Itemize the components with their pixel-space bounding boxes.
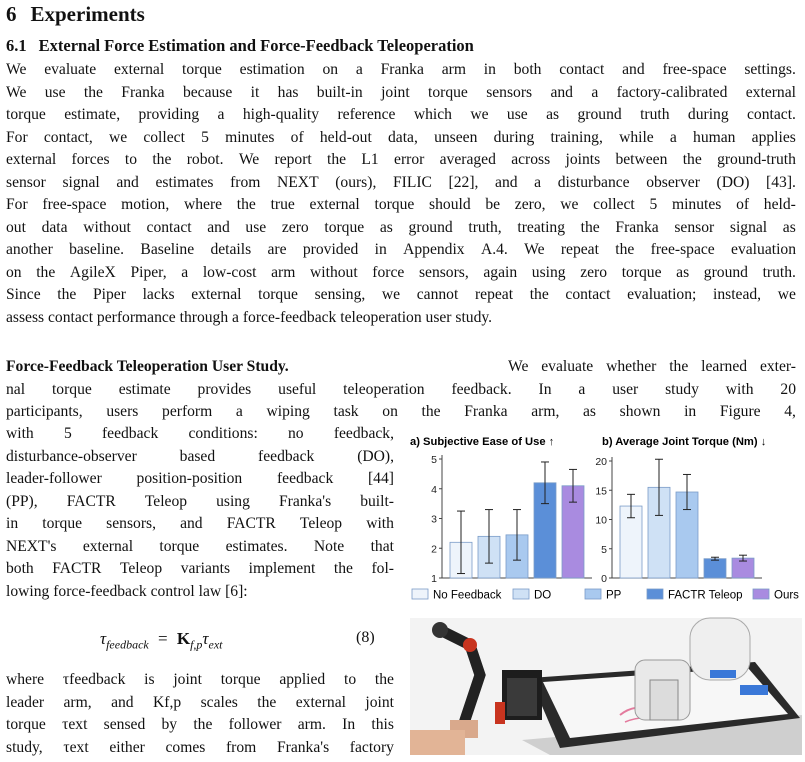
y-tick-label: 4 xyxy=(431,483,437,496)
subsection-title: External Force Estimation and Force-Feedback Teleoperation xyxy=(38,36,474,55)
text-line: torque τext sensed by the follower arm. In this xyxy=(6,716,394,733)
subsection-number: 6.1 xyxy=(6,36,27,55)
legend-swatch xyxy=(585,589,601,599)
legend-label: PP xyxy=(606,589,622,602)
text-line: For free-space motion, where the true external torque should be zero, we collect 5 minutes of held- xyxy=(6,196,796,213)
paragraph-user-study xyxy=(6,356,796,424)
text-line: Since the Piper lacks external torque sensing, we cannot repeat the contact evaluation; instead, we xyxy=(6,286,796,303)
section-heading xyxy=(6,2,145,27)
legend-label: No Feedback xyxy=(433,589,502,602)
chart-title: a) Subjective Ease of Use ↑ xyxy=(410,436,555,448)
text-line: We evaluate external torque estimation on a Franka arm in both contact and free-space settings. xyxy=(6,61,796,78)
text-line: lowing force-feedback control law [6]: xyxy=(6,582,248,600)
text-line: participants, users perform a wiping task on the Franka arm, as shown in Figure 4, xyxy=(6,403,796,420)
y-tick-label: 2 xyxy=(431,543,437,556)
section-number: 6 xyxy=(6,2,17,26)
equation-number: (8) xyxy=(356,629,375,646)
text-line: We use the Franka because it has built-in joint torque sensors and a factory-calibrated external xyxy=(6,83,796,101)
y-tick-label: 1 xyxy=(431,573,437,585)
text-line: nal torque estimate provides useful teleoperation feedback. In a user study with 20 xyxy=(6,380,796,398)
y-tick-label: 5 xyxy=(431,454,437,466)
subsection-heading xyxy=(6,36,474,56)
text-line: both FACTR Teleop variants implement the fol- xyxy=(6,560,394,577)
legend-swatch xyxy=(753,589,769,599)
text-line: disturbance-observer based feedback (DO), xyxy=(6,447,394,465)
y-tick-label: 5 xyxy=(601,543,607,556)
text-line: in torque sensors, and FACTR Teleop with xyxy=(6,515,394,532)
text-line: leader-follower position-position feedback [44] xyxy=(6,470,394,487)
bar-4 xyxy=(704,559,726,578)
legend-swatch xyxy=(513,589,529,599)
text-line: leader arm, and Kf,p scales the external joint xyxy=(6,693,394,711)
column-text xyxy=(6,423,394,603)
text-line: study, τext either comes from Franka's factory xyxy=(6,738,394,756)
text-line: assess contact performance through a force-feedback teleoperation user study. xyxy=(6,308,493,326)
text-line: with 5 feedback conditions: no feedback, xyxy=(6,425,394,442)
figure-svg xyxy=(410,430,802,755)
y-tick-label: 0 xyxy=(601,573,607,585)
text-line: torque estimate, providing a high-quality reference which we use as ground truth during contact. xyxy=(6,106,796,123)
column-text-2 xyxy=(6,669,394,759)
figure-4 xyxy=(410,430,802,755)
text-line: NEXT's external torque estimates. Note that xyxy=(6,537,394,555)
text-line: external forces to the robot. We report the L1 error averaged across joints between the ground-truth xyxy=(6,151,796,168)
text-line: For contact, we collect 5 minutes of held-out data, unseen during training, while a human applies xyxy=(6,128,796,146)
chart-title: b) Average Joint Torque (Nm) ↓ xyxy=(602,436,767,448)
robot-photo xyxy=(410,618,802,755)
legend-label: FACTR Teleop xyxy=(668,589,743,602)
text-line: (PP), FACTR Teleop using Franka's built- xyxy=(6,492,394,510)
legend-label: DO xyxy=(534,589,552,602)
section-title: Experiments xyxy=(30,2,145,26)
legend-swatch xyxy=(412,589,428,599)
text-line: another baseline. Baseline details are provided in Appendix A.4. We repeat the free-space evaluation xyxy=(6,241,796,258)
legend-label: Ours xyxy=(774,589,799,602)
text-line: sensor signal and estimates from NEXT (ours), FILIC [22], and a disturbance observer (DO) [43]. xyxy=(6,173,796,191)
text-line xyxy=(6,356,796,379)
text-line: out data without contact and use zero torque as ground truth, treating the Franka sensor signal as xyxy=(6,218,796,236)
legend-swatch xyxy=(647,589,663,599)
paragraph-intro xyxy=(6,59,796,329)
y-tick-label: 20 xyxy=(595,456,607,468)
study-heading: Force-Feedback Teleoperation User Study. xyxy=(6,358,289,375)
text-line: where τfeedback is joint torque applied to the xyxy=(6,671,394,688)
y-tick-label: 3 xyxy=(431,513,437,526)
y-tick-label: 15 xyxy=(595,485,607,498)
text-line: on the AgileX Piper, a low-cost arm without force sensors, again using zero torque as ground truth. xyxy=(6,263,796,281)
study-line1-rest: We evaluate whether the learned exter- xyxy=(507,358,796,375)
equation: $\tau_{feedback} = K_{f,p}\tau_{ext}$ xyxy=(100,629,223,652)
y-tick-label: 10 xyxy=(595,514,607,527)
